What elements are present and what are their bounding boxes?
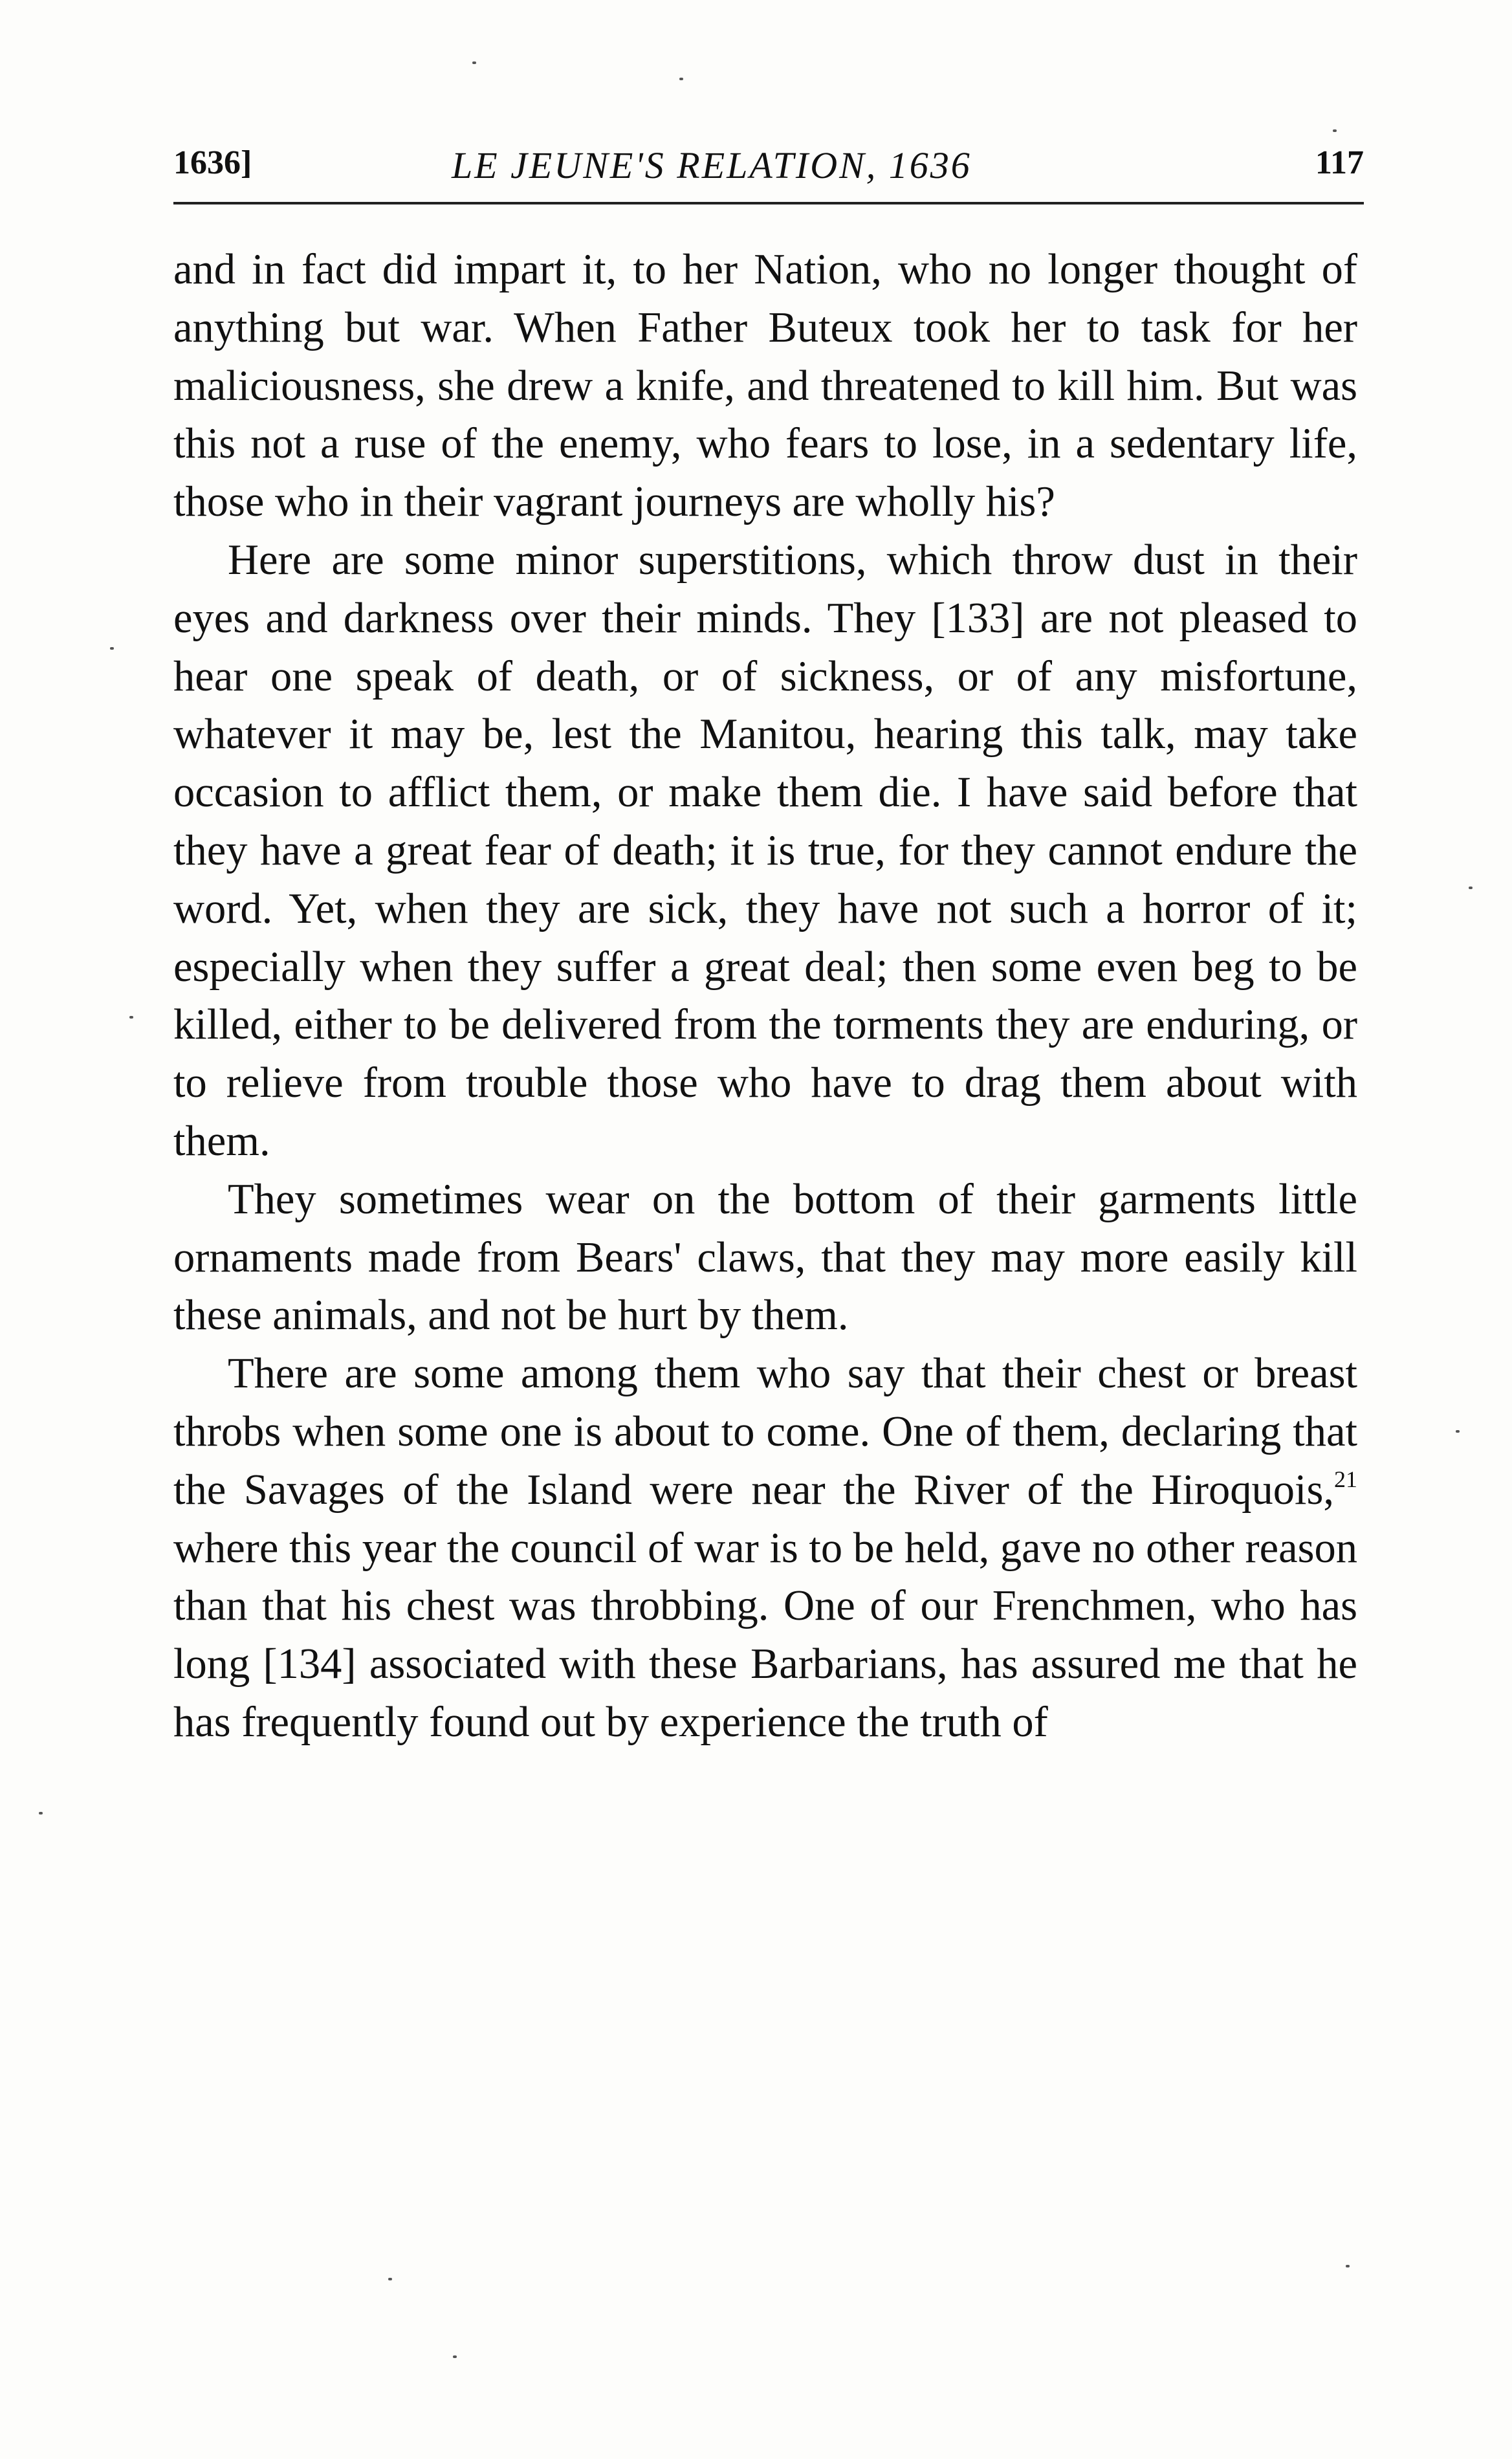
scan-speck: [679, 78, 683, 80]
paragraph: They sometimes wear on the bottom of their garments little ornaments made from Bears' claws, that they may more easily kill these animals, and not be hurt by them.: [173, 1175, 1357, 1340]
scan-speck: [129, 1016, 133, 1019]
scan-speck: [388, 2278, 392, 2280]
scan-speck: [39, 1812, 43, 1814]
header-rule: [173, 202, 1364, 204]
body-text: [173, 241, 1357, 1752]
scan-speck: [1333, 129, 1337, 132]
scan-speck: [1469, 887, 1473, 889]
page-number: 117: [1315, 144, 1364, 181]
scan-speck: [453, 2355, 457, 2358]
scan-speck: [110, 647, 114, 650]
paragraph: and in fact did impart it, to her Nation, who no longer thought of anything but war. When Father Buteux took her to task for her maliciousness, she drew a knife, and threatened to kill him. But was this not a ruse of the enemy, who fears to lose, in a sedentary life, those who in their vagrant journeys are wholly his?: [173, 246, 1357, 526]
footnote-ref: 21: [1334, 1466, 1357, 1492]
header-title: LE JEUNE'S RELATION, 1636: [452, 144, 972, 186]
paragraph-text: where this year the council of war is to be held, gave no other reason than that his chest was throbbing. One of our Frenchmen, who has long [134] associated with these Barbarians, has assured me that he has frequently found out by experience the truth of: [173, 1524, 1357, 1746]
scan-speck: [1456, 1430, 1460, 1433]
scan-speck: [1346, 2265, 1350, 2267]
running-header: [173, 144, 1364, 189]
scan-speck: [472, 61, 476, 64]
paragraph-text: There are some among them who say that their chest or breast throbs when some one is about to come. One of them, declaring that the Savages of the Island were near the River of the Hiroquois,: [173, 1350, 1357, 1514]
paragraph: Here are some minor superstitions, which throw dust in their eyes and darkness over their minds. They [133] are not pleased to hear one speak of death, or of sickness, or of any misfortune, whatever it may be, lest the Manitou, hearing this talk, may take occasion to afflict them, or make them die. I have said before that they have a great fear of death; it is true, for they cannot endure the word. Yet, when they are sick, they have not such a horror of it; especially when they suffer a great deal; then some even beg to be killed, either to be delivered from the torments they are enduring, or to relieve from trouble those who have to drag them about with them.: [173, 536, 1357, 1165]
paragraph: [173, 1345, 1357, 1752]
header-year: 1636]: [173, 144, 252, 181]
